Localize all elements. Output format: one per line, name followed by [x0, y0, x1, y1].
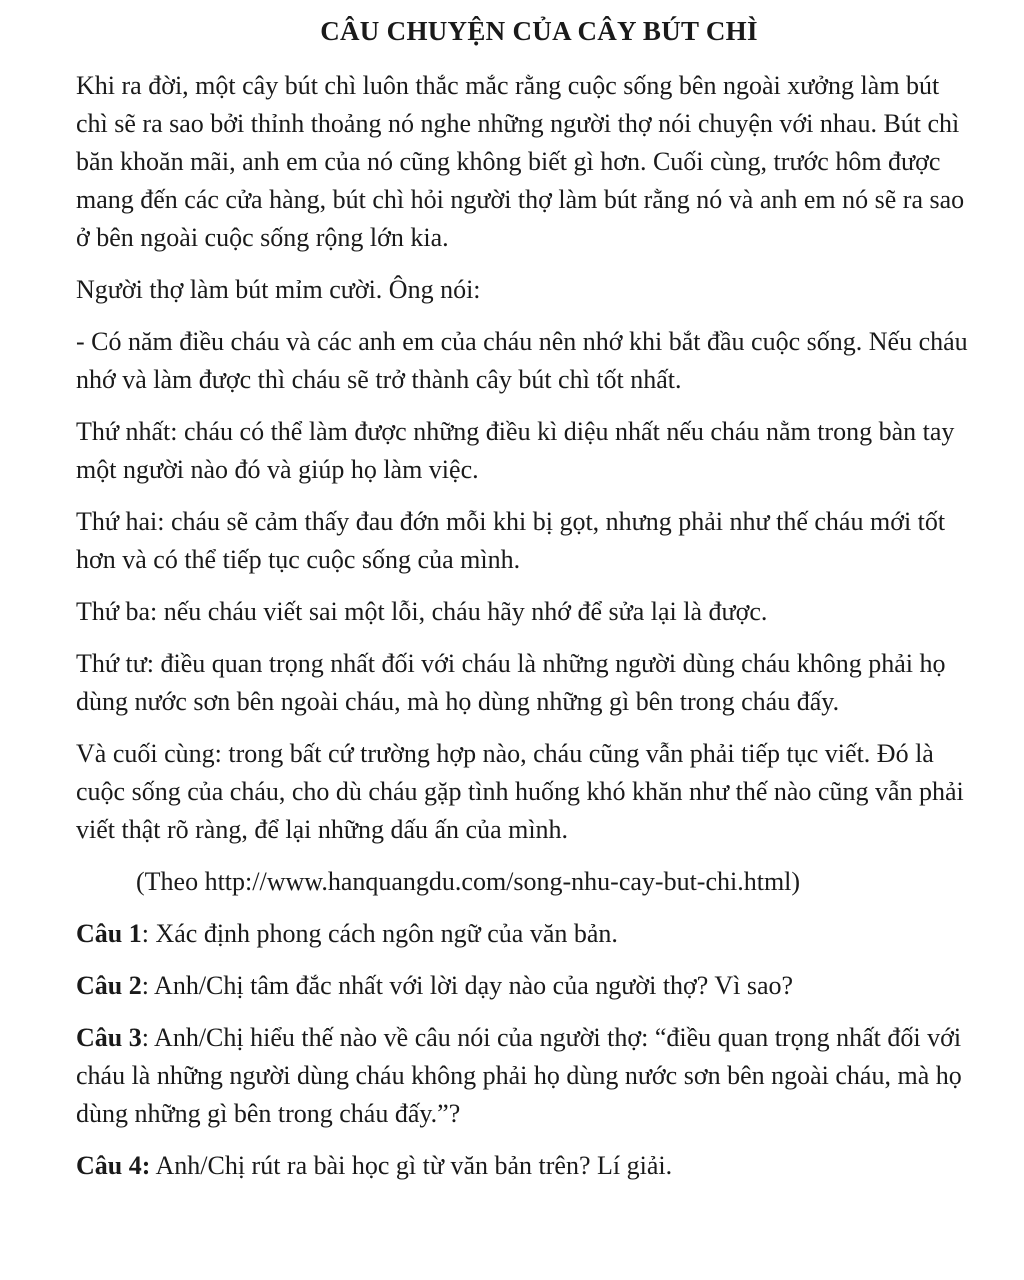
question-label: Câu 3 [76, 1023, 142, 1052]
paragraph-second: Thứ hai: cháu sẽ cảm thấy đau đớn mỗi khi bị gọt, nhưng phải như thế cháu mới tốt hơn và có thể tiếp tục cuộc sống của mình. [76, 507, 946, 574]
question-text: : Anh/Chị hiểu thế nào về câu nói của người thợ: “điều quan trọng nhất đối với cháu là những người dùng cháu không phải họ dùng nước sơn bên ngoài cháu, mà họ dùng những gì bên trong cháu đấy.”? [76, 1023, 962, 1128]
question-label: Câu 4: [76, 1151, 151, 1180]
paragraph-five-things: - Có năm điều cháu và các anh em của cháu nên nhớ khi bắt đầu cuộc sống. Nếu cháu nhớ và làm được thì cháu sẽ trở thành cây bút chì tốt nhất. [76, 327, 968, 394]
question-3 [76, 1019, 976, 1133]
paragraph-intro: Khi ra đời, một cây bút chì luôn thắc mắc rằng cuộc sống bên ngoài xưởng làm bút chì sẽ ra sao bởi thỉnh thoảng nó nghe những người thợ nói chuyện với nhau. Bút chì băn khoăn mãi, anh em của nó cũng không biết gì hơn. Cuối cùng, trước hôm được mang đến các cửa hàng, bút chì hỏi người thợ làm bút rằng nó và anh em nó sẽ ra sao ở bên ngoài cuộc sống rộng lớn kia. [76, 71, 965, 252]
source-citation: (Theo http://www.hanquangdu.com/song-nhu-cay-but-chi.html) [136, 867, 801, 896]
question-label: Câu 2 [76, 971, 142, 1000]
question-text: Anh/Chị rút ra bài học gì từ văn bản trên? Lí giải. [150, 1151, 673, 1180]
question-1 [76, 915, 976, 953]
document-title: CÂU CHUYỆN CỦA CÂY BÚT CHÌ [320, 16, 758, 46]
question-2 [76, 967, 976, 1005]
paragraph-third: Thứ ba: nếu cháu viết sai một lỗi, cháu hãy nhớ để sửa lại là được. [76, 597, 768, 626]
paragraph-first: Thứ nhất: cháu có thể làm được những điều kì diệu nhất nếu cháu nằm trong bàn tay một người nào đó và giúp họ làm việc. [76, 417, 955, 484]
paragraph-smile: Người thợ làm bút mỉm cười. Ông nói: [76, 275, 481, 304]
question-text: : Xác định phong cách ngôn ngữ của văn bản. [141, 919, 618, 948]
paragraph-last: Và cuối cùng: trong bất cứ trường hợp nào, cháu cũng vẫn phải tiếp tục viết. Đó là cuộc sống của cháu, cho dù cháu gặp tình huống khó khăn như thế nào cũng vẫn phải viết thật rõ ràng, để lại những dấu ấn của mình. [76, 739, 964, 844]
question-text: : Anh/Chị tâm đắc nhất với lời dạy nào của người thợ? Vì sao? [141, 971, 794, 1000]
paragraph-fourth: Thứ tư: điều quan trọng nhất đối với cháu là những người dùng cháu không phải họ dùng nước sơn bên ngoài cháu, mà họ dùng những gì bên trong cháu đấy. [76, 649, 946, 716]
question-label: Câu 1 [76, 919, 142, 948]
question-4 [76, 1147, 976, 1185]
